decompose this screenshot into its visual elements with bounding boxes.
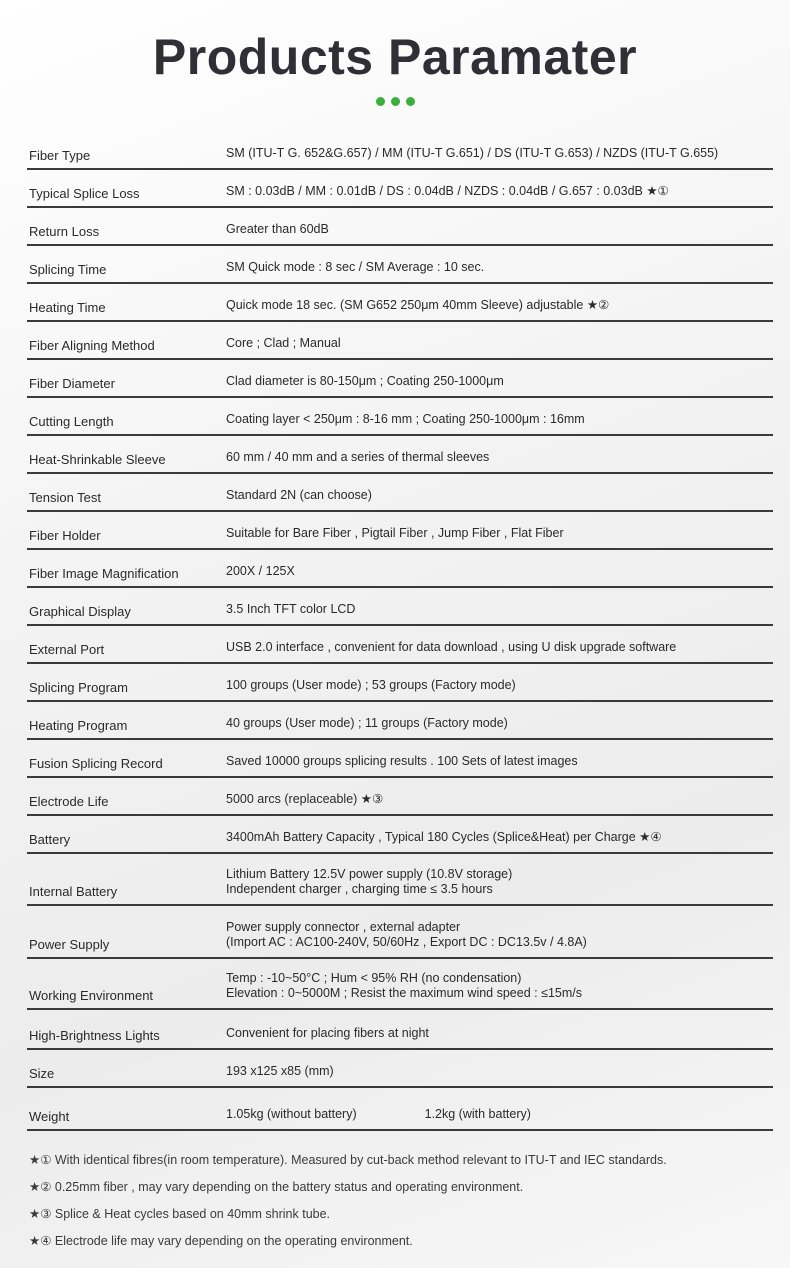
row-value — [226, 222, 329, 237]
row-value-line: 193 x125 x85 (mm) — [226, 1064, 334, 1078]
footnote: ★② 0.25mm fiber , may vary depending on the battery status and operating environment. — [29, 1180, 524, 1194]
row-value-line: Clad diameter is 80-150μm ; Coating 250-1000μm — [226, 374, 504, 388]
row-value-line: Elevation : 0~5000M ; Resist the maximum wind speed : ≤15m/s — [226, 986, 582, 1000]
row-value-line: 5000 arcs (replaceable) ★③ — [226, 792, 384, 806]
row-value — [226, 526, 564, 541]
row-label: Splicing Time — [29, 262, 107, 277]
row-value — [226, 792, 383, 807]
row-value — [226, 450, 489, 465]
row-value-line: USB 2.0 interface , convenient for data download , using U disk upgrade software — [226, 640, 677, 654]
row-value-line: Coating layer < 250μm : 8-16 mm ; Coating 250-1000μm : 16mm — [226, 412, 585, 426]
table-row — [27, 170, 773, 208]
row-value — [226, 374, 504, 389]
row-label: Fiber Aligning Method — [29, 338, 155, 353]
row-label: Working Environment — [29, 988, 154, 1003]
row-value-line: 3400mAh Battery Capacity , Typical 180 Cycles (Splice&Heat) per Charge ★④ — [226, 830, 662, 844]
table-row — [27, 208, 773, 246]
row-value — [226, 564, 295, 579]
table-row — [27, 1088, 773, 1131]
green-dot-icon — [406, 97, 415, 106]
spec-table — [27, 132, 773, 1131]
row-value-line: SM Quick mode : 8 sec / SM Average : 10 sec. — [226, 260, 485, 274]
row-value — [226, 602, 355, 617]
table-row — [27, 854, 773, 906]
row-value-line: Quick mode 18 sec. (SM G652 250μm 40mm Sleeve) adjustable ★② — [226, 298, 610, 312]
row-value-line: 200X / 125X — [226, 564, 295, 578]
row-label: Heating Time — [29, 300, 106, 315]
row-label: Tension Test — [29, 490, 102, 505]
row-label: Electrode Life — [29, 794, 109, 809]
row-value-line: Temp : -10~50°C ; Hum < 95% RH (no condensation) — [226, 971, 522, 985]
row-value-line: 3.5 Inch TFT color LCD — [226, 602, 356, 616]
row-label: Battery — [29, 832, 71, 847]
row-value-line: Core ; Clad ; Manual — [226, 336, 341, 350]
row-value — [226, 678, 516, 693]
table-row — [27, 512, 773, 550]
row-value — [226, 336, 341, 351]
table-row — [27, 436, 773, 474]
row-label: Fiber Holder — [29, 528, 101, 543]
row-value-line: 100 groups (User mode) ; 53 groups (Factory mode) — [226, 678, 516, 692]
row-label: Power Supply — [29, 937, 110, 952]
row-value — [226, 971, 582, 1001]
row-value-line: Power supply connector , external adapter — [226, 920, 461, 934]
green-dot-icon — [376, 97, 385, 106]
row-value-line: Lithium Battery 12.5V power supply (10.8V storage) — [226, 867, 513, 881]
row-value — [226, 716, 508, 731]
table-row — [27, 474, 773, 512]
row-value-line: Saved 10000 groups splicing results . 100 Sets of latest images — [226, 754, 578, 768]
row-value — [226, 1064, 334, 1079]
table-row — [27, 740, 773, 778]
row-value — [226, 754, 578, 769]
row-value-line: Convenient for placing fibers at night — [226, 1026, 429, 1040]
row-value — [226, 488, 372, 503]
table-row — [27, 816, 773, 854]
row-value-line: Standard 2N (can choose) — [226, 488, 372, 502]
table-row — [27, 959, 773, 1010]
row-value-line: 1.05kg (without battery) — [226, 1107, 357, 1121]
row-label: High-Brightness Lights — [29, 1028, 160, 1043]
row-value — [226, 184, 669, 199]
row-value — [226, 298, 609, 313]
table-row — [27, 664, 773, 702]
row-label: Cutting Length — [29, 414, 114, 429]
row-label: Splicing Program — [29, 680, 128, 695]
row-value — [226, 1107, 531, 1122]
table-row — [27, 778, 773, 816]
row-label: External Port — [29, 642, 105, 657]
row-value — [226, 920, 587, 950]
row-label: Fiber Image Magnification — [29, 566, 179, 581]
row-label: Internal Battery — [29, 884, 118, 899]
footnote: ★① With identical fibres(in room temperature). Measured by cut-back method relevant to ITU-T and IEC standards. — [29, 1153, 667, 1167]
row-label: Fusion Splicing Record — [29, 756, 163, 771]
row-value-line: Independent charger , charging time ≤ 3.5 hours — [226, 882, 493, 896]
table-row — [27, 626, 773, 664]
row-value — [226, 867, 512, 897]
table-row — [27, 246, 773, 284]
row-value — [226, 640, 676, 655]
row-value-line: SM (ITU-T G. 652&G.657) / MM (ITU-T G.651) / DS (ITU-T G.653) / NZDS (ITU-T G.655) — [226, 146, 719, 160]
footnote: ★④ Electrode life may vary depending on the operating environment. — [29, 1234, 413, 1248]
row-value-line: 60 mm / 40 mm and a series of thermal sleeves — [226, 450, 490, 464]
row-label: Heat-Shrinkable Sleeve — [29, 452, 166, 467]
title-dots-decoration — [0, 97, 790, 106]
row-value-line: 40 groups (User mode) ; 11 groups (Factory mode) — [226, 716, 508, 730]
row-value — [226, 260, 484, 275]
row-value-line: Greater than 60dB — [226, 222, 329, 236]
table-row — [27, 132, 773, 170]
row-value — [226, 830, 662, 845]
table-row — [27, 702, 773, 740]
table-row — [27, 906, 773, 959]
row-value — [226, 1026, 429, 1041]
row-label: Return Loss — [29, 224, 100, 239]
row-label: Weight — [29, 1109, 70, 1124]
row-label: Graphical Display — [29, 604, 131, 619]
page-title: Products Paramater — [152, 29, 638, 85]
row-label: Typical Splice Loss — [29, 186, 140, 201]
footnotes — [29, 1150, 774, 1258]
row-label: Fiber Diameter — [29, 376, 115, 391]
row-value-extra: 1.2kg (with battery) — [424, 1107, 531, 1121]
table-row — [27, 1010, 773, 1050]
table-row — [27, 398, 773, 436]
row-value-line: SM : 0.03dB / MM : 0.01dB / DS : 0.04dB / NZDS : 0.04dB / G.657 : 0.03dB ★① — [226, 184, 669, 198]
row-label: Heating Program — [29, 718, 128, 733]
row-value-line: Suitable for Bare Fiber , Pigtail Fiber , Jump Fiber , Flat Fiber — [226, 526, 564, 540]
table-row — [27, 588, 773, 626]
table-row — [27, 550, 773, 588]
footnote: ★③ Splice & Heat cycles based on 40mm shrink tube. — [29, 1207, 331, 1221]
row-label: Size — [29, 1066, 55, 1081]
table-row — [27, 284, 773, 322]
row-value-line: (Import AC : AC100-240V, 50/60Hz , Export DC : DC13.5v / 4.8A) — [226, 935, 587, 949]
row-value — [226, 146, 718, 161]
row-label: Fiber Type — [29, 148, 91, 163]
table-row — [27, 360, 773, 398]
table-row — [27, 322, 773, 360]
green-dot-icon — [391, 97, 400, 106]
table-row — [27, 1050, 773, 1088]
row-value — [226, 412, 585, 427]
